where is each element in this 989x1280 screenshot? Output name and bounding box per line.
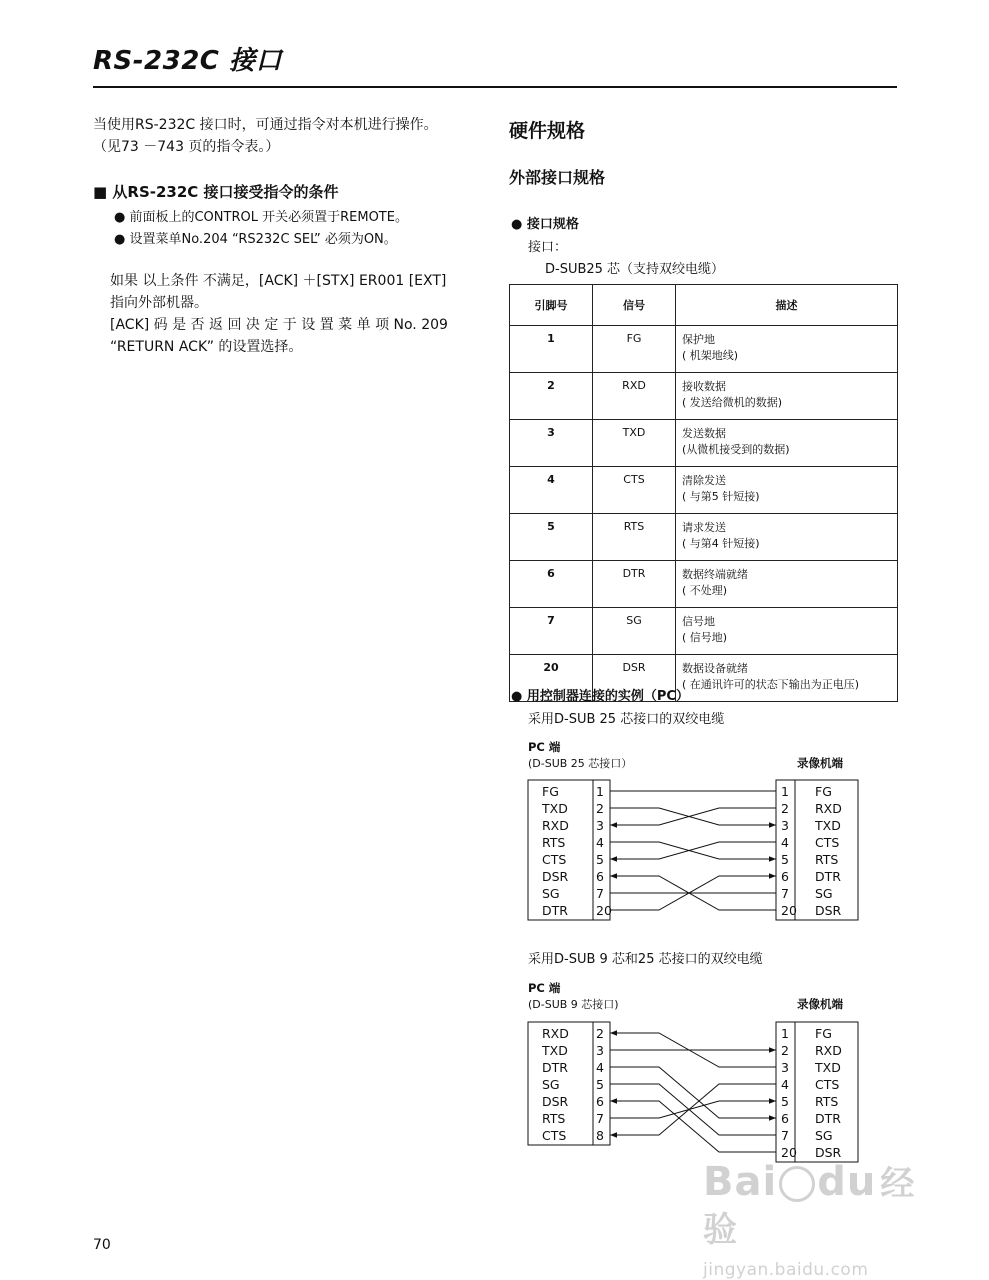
paw-icon [779, 1166, 815, 1202]
desc-line-1: 保护地 [682, 333, 715, 346]
hardware-spec-title: 硬件规格 [509, 120, 586, 142]
watermark-brand-cn: 经验 [703, 1164, 916, 1250]
external-interface-title: 外部接口规格 [509, 168, 606, 187]
wire-rts [610, 842, 776, 859]
diagram2-pc-label: PC 端 [528, 981, 561, 995]
desc-cell [676, 655, 898, 702]
vcr25-pin-label: 4 [781, 1077, 789, 1092]
pin-cell: 2 [510, 373, 593, 420]
pc-pin-label: 6 [596, 869, 604, 884]
diagram1-wiring [509, 770, 898, 930]
para1-line-1: 如果 以上条件 不满足，[ACK] ＋[STX] ER001 [EXT] [110, 273, 447, 289]
vcr-pin-label: 2 [781, 801, 789, 816]
vcr-pin-label: 4 [781, 835, 789, 850]
header-desc: 描述 [676, 285, 898, 326]
desc-line-2: ( 不处理) [682, 584, 728, 597]
interface-label: 接口： [528, 240, 568, 255]
vcr25-signal-label: FG [815, 1026, 832, 1041]
pin-cell: 7 [510, 608, 593, 655]
pc9-pin-label: 2 [596, 1026, 604, 1041]
table-header-row [510, 285, 898, 326]
pc9-signal-label: CTS [542, 1128, 567, 1143]
pc-signal-label: CTS [542, 852, 567, 867]
table-row [510, 373, 898, 420]
pc-pin-label: 4 [596, 835, 604, 850]
section-conditions-title: 从RS-232C 接口接受指令的条件 [112, 183, 339, 201]
vcr-signal-label: CTS [815, 835, 840, 850]
pc9-pin-label: 7 [596, 1111, 604, 1126]
pc9-signal-label: SG [542, 1077, 560, 1092]
wire-rxd [610, 808, 776, 825]
table-row [510, 561, 898, 608]
desc-line-2: (从微机接受到的数据) [682, 443, 790, 456]
pc9-pin-label: 5 [596, 1077, 604, 1092]
desc-line-1: 数据终端就绪 [682, 568, 748, 581]
desc-line-1: 信号地 [682, 615, 715, 628]
spec-bullet-label: 接口规格 [526, 217, 579, 232]
vcr25-signal-label: SG [815, 1128, 833, 1143]
pc-pin-label: 2 [596, 801, 604, 816]
condition-text-1: 前面板上的CONTROL 开关必须置于REMOTE。 [129, 210, 408, 225]
pc-signal-label: SG [542, 886, 560, 901]
desc-line-1: 数据设备就绪 [682, 662, 748, 675]
vcr-pin-label: 3 [781, 818, 789, 833]
table-row [510, 514, 898, 561]
vcr25-signal-label: DTR [815, 1111, 841, 1126]
desc-line-1: 清除发送 [682, 474, 726, 487]
pc9-pin-label: 8 [596, 1128, 604, 1143]
pin-cell: 3 [510, 420, 593, 467]
vcr-pin-label: 6 [781, 869, 789, 884]
watermark-brand-part1: Bai [703, 1159, 778, 1205]
vcr25-signal-label: DSR [815, 1145, 842, 1160]
vcr25-signal-label: RXD [815, 1043, 842, 1058]
desc-cell [676, 467, 898, 514]
pc-pin-label: 5 [596, 852, 604, 867]
desc-line-1: 接收数据 [682, 380, 726, 393]
pc-pin-label: 3 [596, 818, 604, 833]
desc-cell [676, 561, 898, 608]
pc9-signal-label: DTR [542, 1060, 568, 1075]
wire-cts [610, 842, 776, 859]
pc-signal-label: RTS [542, 835, 566, 850]
diagram2-vcr-label: 录像机端 [797, 997, 843, 1011]
intro-line-2: （见73 －743 页的指令表。） [93, 139, 280, 155]
pin-cell: 6 [510, 561, 593, 608]
wire9-cts [610, 1084, 776, 1135]
bullet-dot-icon: ● [511, 217, 527, 232]
vcr25-pin-label: 2 [781, 1043, 789, 1058]
desc-cell [676, 373, 898, 420]
vcr25-signal-label: CTS [815, 1077, 840, 1092]
vcr25-pin-label: 1 [781, 1026, 789, 1041]
diagram2-wiring [509, 1012, 898, 1164]
table-row [510, 467, 898, 514]
diagram1-pc-sub: (D-SUB 25 芯接口） [528, 757, 633, 770]
signal-cell: RXD [593, 373, 676, 420]
table-row [510, 420, 898, 467]
vcr-signal-label: SG [815, 886, 833, 901]
signal-cell: SG [593, 608, 676, 655]
signal-cell: DSR [593, 655, 676, 702]
desc-line-2: ( 在通讯许可的状态下输出为正电压) [682, 678, 860, 691]
diagram1-vcr-label: 录像机端 [797, 756, 843, 770]
para2-line-1: [ACK] 码 是 否 返 回 决 定 于 设 置 菜 单 项 No. 209 [110, 317, 448, 333]
pin-cell: 1 [510, 326, 593, 373]
pin-spec-table [509, 284, 898, 702]
vcr-pin-label: 7 [781, 886, 789, 901]
desc-cell [676, 420, 898, 467]
interface-value: D-SUB25 芯（支持双绞电缆） [545, 262, 725, 277]
vcr25-pin-label: 6 [781, 1111, 789, 1126]
page-title: RS-232C 接口 [93, 46, 282, 76]
desc-line-1: 发送数据 [682, 427, 726, 440]
pc9-signal-label: RTS [542, 1111, 566, 1126]
para1-line-2: 指向外部机器。 [110, 295, 208, 311]
example-bullet [511, 685, 689, 704]
square-bullet-icon: ■ [93, 183, 113, 201]
desc-cell [676, 326, 898, 373]
vcr25-signal-label: RTS [815, 1094, 839, 1109]
intro-line-1: 当使用RS-232C 接口时，可通过指令对本机进行操作。 [93, 117, 438, 133]
vcr-signal-label: RTS [815, 852, 839, 867]
section-conditions [93, 181, 339, 202]
pc-signal-label: DTR [542, 903, 568, 918]
desc-line-2: ( 与第4 针短接) [682, 537, 760, 550]
spec-bullet [511, 213, 579, 232]
vcr-pin-label: 20 [781, 903, 797, 918]
pc9-signal-label: RXD [542, 1026, 569, 1041]
pc9-pin-label: 4 [596, 1060, 604, 1075]
header-pin: 引脚号 [510, 285, 593, 326]
desc-line-2: ( 与第5 针短接) [682, 490, 760, 503]
title-rule [93, 86, 897, 88]
condition-text-2: 设置菜单No.204 “RS232C SEL” 必须为ON。 [129, 232, 397, 247]
watermark-brand [703, 1160, 933, 1252]
pc-signal-label: FG [542, 784, 559, 799]
vcr25-pin-label: 5 [781, 1094, 789, 1109]
vcr25-pin-label: 3 [781, 1060, 789, 1075]
vcr25-signal-label: TXD [815, 1060, 841, 1075]
example-desc: 采用D-SUB 25 芯接口的双绞电缆 [528, 712, 725, 727]
diagram1-pc-label: PC 端 [528, 740, 561, 754]
watermark [703, 1159, 933, 1280]
watermark-brand-part2: du [817, 1159, 877, 1205]
pc9-pin-label: 3 [596, 1043, 604, 1058]
wire-txd [610, 808, 776, 825]
wire9-sg [610, 1084, 776, 1135]
desc-cell [676, 608, 898, 655]
bullet-dot-icon: ● [114, 210, 130, 225]
header-signal: 信号 [593, 285, 676, 326]
vcr-signal-label: DSR [815, 903, 842, 918]
diagram2-pc-sub: (D-SUB 9 芯接口) [528, 998, 619, 1011]
desc-line-1: 请求发送 [682, 521, 726, 534]
condition-bullet-2 [114, 228, 397, 247]
wire9-dtr [610, 1067, 776, 1118]
vcr-pin-label: 1 [781, 784, 789, 799]
desc-line-2: ( 信号地) [682, 631, 728, 644]
pc-signal-label: DSR [542, 869, 569, 884]
signal-cell: TXD [593, 420, 676, 467]
pc9-signal-label: DSR [542, 1094, 569, 1109]
pc9-pin-label: 6 [596, 1094, 604, 1109]
pc-pin-label: 1 [596, 784, 604, 799]
pin-cell: 20 [510, 655, 593, 702]
desc-line-2: ( 发送给微机的数据) [682, 396, 783, 409]
condition-bullet-1 [114, 206, 408, 225]
signal-cell: DTR [593, 561, 676, 608]
pc-pin-label: 7 [596, 886, 604, 901]
bullet-dot-icon: ● [511, 689, 527, 704]
signal-cell: RTS [593, 514, 676, 561]
pc-signal-label: RXD [542, 818, 569, 833]
example2-desc: 采用D-SUB 9 芯和25 芯接口的双绞电缆 [528, 952, 763, 967]
pin-cell: 4 [510, 467, 593, 514]
desc-cell [676, 514, 898, 561]
wire9-rts [610, 1101, 776, 1118]
desc-line-2: ( 机架地线) [682, 349, 739, 362]
pc-signal-label: TXD [542, 801, 568, 816]
vcr-signal-label: FG [815, 784, 832, 799]
page-number: 70 [93, 1237, 111, 1253]
vcr25-pin-label: 20 [781, 1145, 797, 1160]
vcr25-pin-label: 7 [781, 1128, 789, 1143]
signal-cell: CTS [593, 467, 676, 514]
pc9-signal-label: TXD [542, 1043, 568, 1058]
table-row [510, 326, 898, 373]
watermark-url: jingyan.baidu.com [703, 1260, 869, 1280]
vcr-signal-label: TXD [815, 818, 841, 833]
example-bullet-label: 用控制器连接的实例（PC） [526, 689, 689, 704]
pin-cell: 5 [510, 514, 593, 561]
vcr-signal-label: RXD [815, 801, 842, 816]
para2-line-2: “RETURN ACK” 的设置选择。 [110, 339, 303, 355]
vcr-signal-label: DTR [815, 869, 841, 884]
signal-cell: FG [593, 326, 676, 373]
table-row [510, 608, 898, 655]
vcr-pin-label: 5 [781, 852, 789, 867]
pc-pin-label: 20 [596, 903, 612, 918]
bullet-dot-icon: ● [114, 232, 130, 247]
